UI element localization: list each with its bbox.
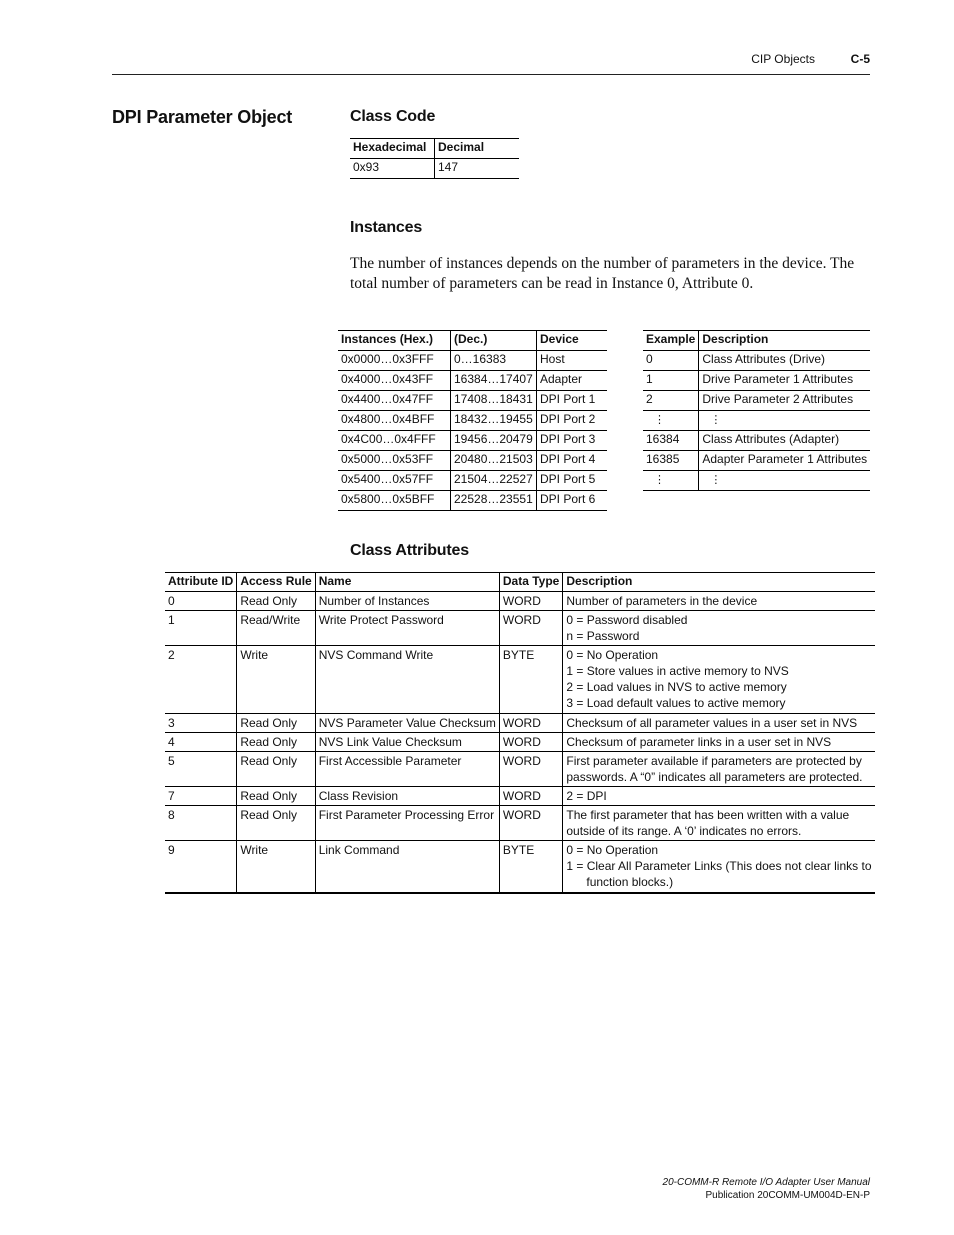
table-row [643,431,870,451]
table-cell: 0x4000…0x43FF [338,371,451,391]
table-cell: 5 [165,752,237,787]
column-header: Description [699,331,870,351]
running-header-section: CIP Objects [751,52,815,66]
table-cell: Write Protect Password [315,611,499,646]
table-cell: Host [537,351,608,371]
table-cell: 0x5400…0x57FF [338,471,451,491]
ellipsis-marker: ⋮ [654,474,665,486]
table-cell: 9 [168,843,175,857]
table-cell: 16384 [643,431,699,451]
table-cell: WORD [499,733,562,752]
table-row [338,371,607,391]
table-cell: 20480…21503 [451,451,537,471]
description-cell [563,714,875,733]
description-line: 0 = No Operation [566,648,659,662]
table-cell [643,411,699,431]
table-cell: 18432…19455 [451,411,537,431]
table-cell: 0x0000…0x3FFF [338,351,451,371]
table-cell: Class Attributes (Adapter) [699,431,870,451]
table-cell: 0…16383 [451,351,537,371]
description-line: First parameter available if parameters are protected by [566,754,862,768]
table-cell: First Accessible Parameter [315,752,499,787]
table-header-row [350,139,519,159]
description-line: 0 = No Operation [566,843,659,857]
table-cell: WORD [499,806,562,841]
column-header: Data Type [499,573,562,592]
column-header: Device [537,331,608,351]
table-cell: DPI Port 4 [537,451,608,471]
table-cell: 0x5000…0x53FF [338,451,451,471]
table-header-row [643,331,870,351]
table-row [165,752,875,787]
table-row [338,431,607,451]
table-row [643,391,870,411]
table-cell: Read Only [237,733,315,752]
table-row [165,841,875,894]
table-cell: 2 [165,646,237,714]
column-header: (Dec.) [451,331,537,351]
table-cell: Read Only [237,714,315,733]
table-header-row [165,573,875,592]
footer-publication: Publication 20COMM-UM004D-EN-P [705,1190,870,1201]
column-header: Name [315,573,499,592]
table-cell: 0x4400…0x47FF [338,391,451,411]
table-cell: 16384…17407 [451,371,537,391]
column-header: Attribute ID [165,573,237,592]
table-cell: WORD [499,714,562,733]
column-header: Description [563,573,875,592]
table-cell: NVS Parameter Value Checksum [315,714,499,733]
table-cell: 7 [165,787,237,806]
examples-table [643,330,870,491]
section-title: DPI Parameter Object [112,107,293,127]
table-row [350,159,519,179]
table-row [165,611,875,646]
column-header: Hexadecimal [350,139,435,159]
table-cell [699,411,870,431]
table-cell: 0x93 [353,160,380,174]
table-cell: DPI Port 3 [537,431,608,451]
table-row [643,351,870,371]
table-cell: Drive Parameter 2 Attributes [699,391,870,411]
table-cell: 19456…20479 [451,431,537,451]
description-cell [563,592,875,611]
description-line: Number of parameters in the device [566,594,758,608]
description-line: 2 = Load values in NVS to active memory [566,680,787,694]
table-cell: 8 [165,806,237,841]
table-row [338,411,607,431]
ellipsis-marker: ⋮ [654,414,665,426]
description-cell [563,752,875,787]
description-line: outside of its range. A ‘0’ indicates no errors. [566,824,802,838]
table-cell: Read Only [237,592,315,611]
table-cell: 16385 [643,451,699,471]
table-cell: 0x4C00…0x4FFF [338,431,451,451]
table-cell: BYTE [499,841,562,894]
description-line: passwords. A “0” indicates all parameters are protected. [566,770,863,784]
table-cell: 0x4800…0x4BFF [338,411,451,431]
description-cell [563,841,875,894]
table-cell: 147 [435,159,520,179]
description-line: Checksum of parameter links in a user set in NVS [566,735,832,749]
table-cell: WORD [499,592,562,611]
table-cell: 1 [643,371,699,391]
description-cell [563,733,875,752]
table-cell: 0 [165,592,237,611]
column-header: Decimal [435,139,520,159]
instances-table [338,330,607,511]
table-cell: DPI Port 2 [537,411,608,431]
table-row [165,592,875,611]
table-row [338,391,607,411]
header-rule [112,74,870,75]
table-cell: WORD [499,752,562,787]
table-cell: Adapter Parameter 1 Attributes [699,451,870,471]
table-cell: First Parameter Processing Error [315,806,499,841]
table-cell: WORD [499,611,562,646]
table-cell: NVS Command Write [315,646,499,714]
table-cell [643,471,699,491]
ellipsis-marker: ⋮ [710,474,722,486]
description-line: 1 = Store values in active memory to NVS [566,664,789,678]
table-cell: Class Attributes (Drive) [699,351,870,371]
table-cell: Class Revision [315,787,499,806]
description-cell [563,806,875,841]
table-cell: Number of Instances [315,592,499,611]
table-cell: 4 [165,733,237,752]
table-cell: Read Only [237,752,315,787]
table-cell: Write [237,646,315,714]
table-cell: BYTE [499,646,562,714]
page-number: C-5 [850,52,870,66]
table-cell: Drive Parameter 1 Attributes [699,371,870,391]
table-cell: Read Only [237,787,315,806]
table-cell: 2 [643,391,699,411]
table-cell: DPI Port 1 [537,391,608,411]
table-row [165,646,875,714]
table-cell: Read/Write [237,611,315,646]
table-cell: DPI Port 6 [537,491,608,511]
instances-paragraph: The number of instances depends on the number of parameters in the device. The total number of parameters can be read in Instance 0, Attribute 0. [350,255,855,292]
table-row [165,806,875,841]
table-cell: Write [237,841,315,894]
table-cell: 0 [643,351,699,371]
table-cell: NVS Link Value Checksum [315,733,499,752]
table-header-row [338,331,607,351]
description-line: 2 = DPI [566,789,607,803]
class-code-table [350,138,519,179]
table-row [338,471,607,491]
column-header: Access Rule [237,573,315,592]
footer-manual-title: 20-COMM-R Remote I/O Adapter User Manual [662,1177,870,1188]
column-header: Instances (Hex.) [338,331,451,351]
table-row [643,371,870,391]
table-row [338,351,607,371]
table-row [338,451,607,471]
table-cell [699,471,870,491]
table-cell: DPI Port 5 [537,471,608,491]
class-attributes-table [165,572,875,894]
table-cell: Link Command [315,841,499,894]
table-cell: 0x5800…0x5BFF [338,491,451,511]
ellipsis-marker: ⋮ [710,414,722,426]
table-row [165,787,875,806]
description-line: 1 = Clear All Parameter Links (This does not clear links to [566,859,872,873]
table-cell: 17408…18431 [451,391,537,411]
table-row [165,733,875,752]
table-cell: 1 [165,611,237,646]
table-row [165,714,875,733]
column-header: Example [643,331,699,351]
table-cell: 3 [165,714,237,733]
description-line: Checksum of all parameter values in a user set in NVS [566,716,858,730]
table-cell: 22528…23551 [451,491,537,511]
class-attributes-heading: Class Attributes [350,542,469,559]
table-cell: Read Only [237,806,315,841]
table-cell: Adapter [537,371,608,391]
description-line: 3 = Load default values to active memory [566,696,786,710]
description-line: function blocks.) [586,875,674,889]
description-line: n = Password [566,629,640,643]
table-row [643,471,870,491]
table-cell: 21504…22527 [451,471,537,491]
description-cell [563,611,875,646]
description-line: 0 = Password disabled [566,613,688,627]
class-code-heading: Class Code [350,108,436,125]
description-cell [563,787,875,806]
table-row [643,411,870,431]
description-line: The first parameter that has been written with a value [566,808,850,822]
table-row [338,491,607,511]
description-cell [563,646,875,714]
instances-heading: Instances [350,219,423,236]
table-row [643,451,870,471]
table-cell: WORD [499,787,562,806]
